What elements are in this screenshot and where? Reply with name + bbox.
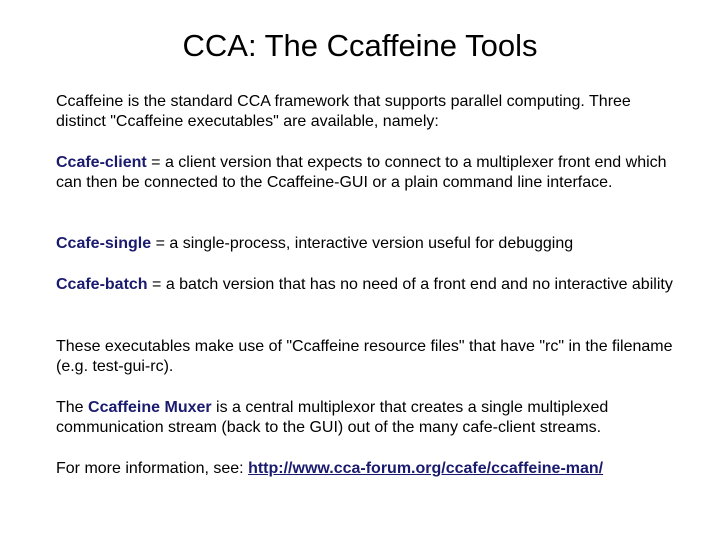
rc-files-paragraph: [56, 337, 676, 377]
muxer-text-before: The: [56, 399, 89, 416]
muxer-term: Ccaffeine Muxer: [88, 399, 212, 416]
ccafe-batch-paragraph: [56, 275, 676, 295]
intro-paragraph: [56, 92, 676, 132]
ccafe-single-paragraph: [56, 234, 676, 254]
ccafe-client-paragraph: [56, 153, 676, 193]
ccafe-single-term: Ccafe-single: [56, 235, 152, 252]
muxer-text-after: is a central multiplexor that creates a single multiplexed communication stream (back to the GUI) out of the many cafe-client streams.: [56, 399, 609, 436]
ccaffeine-man-link[interactable]: http://www.cca-forum.org/ccafe/ccaffeine-man/: [248, 460, 604, 477]
intro-text: Ccaffeine is the standard CCA framework that supports parallel computing. Three distinct "Ccaffeine executables" are available, namely:: [56, 93, 631, 130]
more-info-paragraph: [56, 459, 676, 479]
ccafe-single-text: = a single-process, interactive version useful for debugging: [151, 235, 574, 252]
ccafe-batch-term: Ccafe-batch: [56, 276, 148, 293]
muxer-paragraph: [56, 398, 676, 438]
more-info-text: For more information, see:: [56, 460, 249, 477]
ccafe-batch-text: = a batch version that has no need of a front end and no interactive ability: [147, 276, 673, 293]
ccafe-client-term: Ccafe-client: [56, 154, 147, 171]
slide-title: CCA: The Ccaffeine Tools: [182, 28, 538, 63]
ccafe-client-text: = a client version that expects to connect to a multiplexer front end which can then be connected to the Ccaffeine-GUI or a plain command line interface.: [56, 154, 667, 191]
rc-files-text: These executables make use of "Ccaffeine resource files" that have "rc" in the filename (e.g. test-gui-rc).: [56, 338, 673, 375]
